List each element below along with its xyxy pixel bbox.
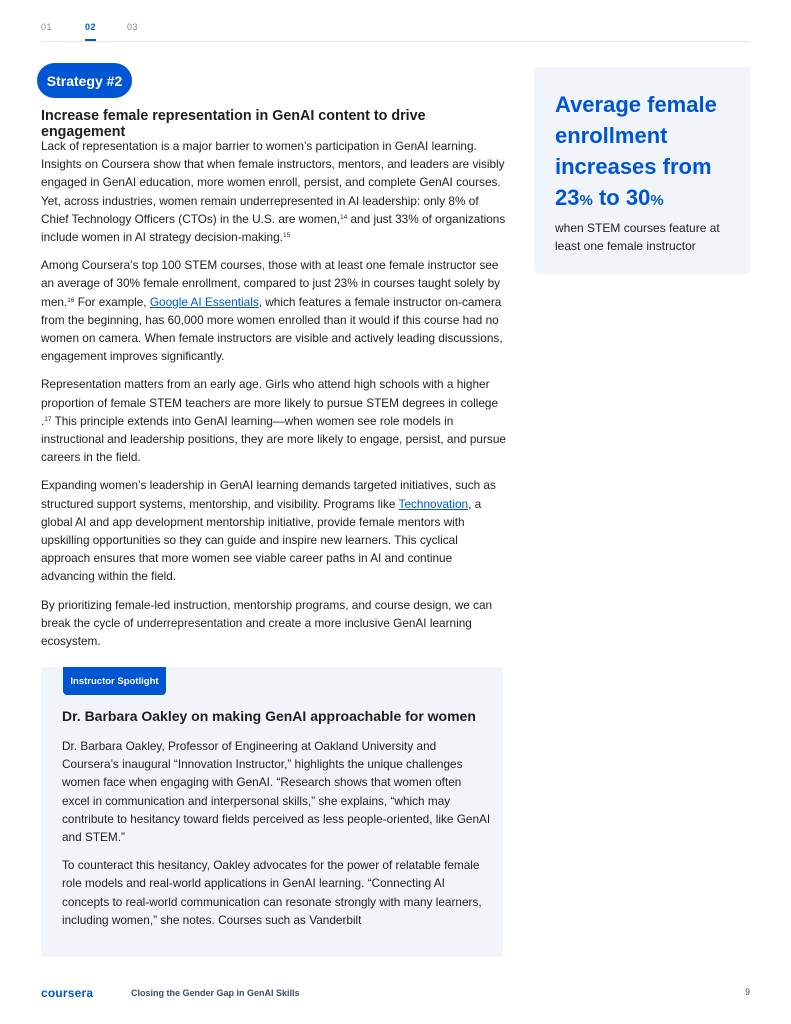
paragraph-4: Expanding women’s leadership in GenAI learning demands targeted initiatives, such as structured support systems, mentorship, and visibility. Programs like Technovation, a global AI and app development mentorship initiative, provide female mentors with upskilling opportunities so they can guide and inspire new learners. This cyclical approach ensures that more women see viable career paths in AI and continue advancing within the field.: [41, 478, 496, 584]
footnote-ref: 17: [44, 415, 52, 423]
spotlight-paragraph-1: Dr. Barbara Oakley, Professor of Engineering at Oakland University and Coursera’s inaugural “Innovation Instructor,” highlights the unique challenges women face when engaging with GenAI. “Research shows that women often excel in communication and interpersonal skills,” she explains, “which may contribute to hesitancy toward fields perceived as less people-oriented, like GenAI and STEM.”: [62, 739, 491, 845]
google-ai-essentials-link[interactable]: Google AI Essentials: [149, 294, 259, 309]
footnote-ref: 15: [282, 232, 291, 240]
coursera-logo: coursera: [41, 986, 94, 1000]
tab-01[interactable]: 01: [41, 22, 53, 32]
strategy-badge: Strategy #2: [37, 63, 132, 98]
section-heading: Increase female representation in GenAI content to drive engagement: [41, 108, 426, 140]
tab-03[interactable]: 03: [127, 22, 139, 32]
footnote-ref: 16: [67, 296, 75, 304]
stat-headline: Average female enrollment increases from 23% to 30%: [555, 92, 717, 210]
body-text: [41, 137, 506, 660]
paragraph-1: Lack of representation is a major barrier to women’s participation in GenAI learning. Insights on Coursera show that when female instructors, mentors, and leaders are visibly engaged in GenAI education, more women enroll, persist, and complete GenAI courses. Yet, across industries, women remain underrepresented in AI leadership: only 8% of Chief Technology Officers (CTOs) in the U.S. are women,$^{14}$ and just 33% of organizations include women in AI strategy decision-making.$^{15}$: [41, 139, 506, 245]
footer-title: Closing the Gender Gap in GenAI Skills: [131, 988, 300, 998]
stat-caption: when STEM courses feature at least one female instructor: [555, 221, 720, 253]
instructor-spotlight: [41, 667, 503, 957]
technovation-link[interactable]: Technovation: [398, 496, 469, 511]
spotlight-body: [62, 737, 492, 939]
footnote-ref: 14: [339, 213, 348, 221]
paragraph-5: By prioritizing female-led instruction, mentorship programs, and course design, we can break the cycle of underrepresentation and create a more inclusive GenAI learning ecosystem.: [41, 597, 493, 649]
paragraph-2: Among Coursera’s top 100 STEM courses, those with at least one female instructor see an average of 30% female enrollment, compared to just 23% in courses taught solely by men.$^{16}$ For example, Google AI Essentials, which features a female instructor on-camera from the beginning, has 60,000 more women enrolled than it would if this course had no women on camera. When female instructors are visible and actively leading discussions, engagement improves significantly.: [41, 258, 503, 364]
section-tabs: [41, 22, 750, 42]
paragraph-3: Representation matters from an early age. Girls who attend high schools with a higher proportion of female STEM teachers are more likely to pursue STEM degrees in college .$^{17}$ This principle extends into GenAI learning—when women see role models in instructional and leadership positions, they are more likely to engage, persist, and pursue careers in the field.: [41, 377, 506, 465]
stat-to-value: 30: [625, 185, 651, 210]
stat-from-value: 23: [555, 185, 580, 210]
tab-02[interactable]: 02: [85, 22, 97, 32]
spotlight-paragraph-2: To counteract this hesitancy, Oakley advocates for the power of relatable female role models and real-world applications in GenAI learning. “Connecting AI concepts to real-world communication can resonate strongly with many learners, including women,” she notes. Courses such as Vanderbilt: [62, 858, 482, 927]
page-number: 9: [744, 987, 750, 997]
stat-callout: [534, 67, 750, 274]
spotlight-title: Dr. Barbara Oakley on making GenAI approachable for women: [62, 708, 476, 724]
spotlight-badge: Instructor Spotlight: [63, 667, 166, 695]
